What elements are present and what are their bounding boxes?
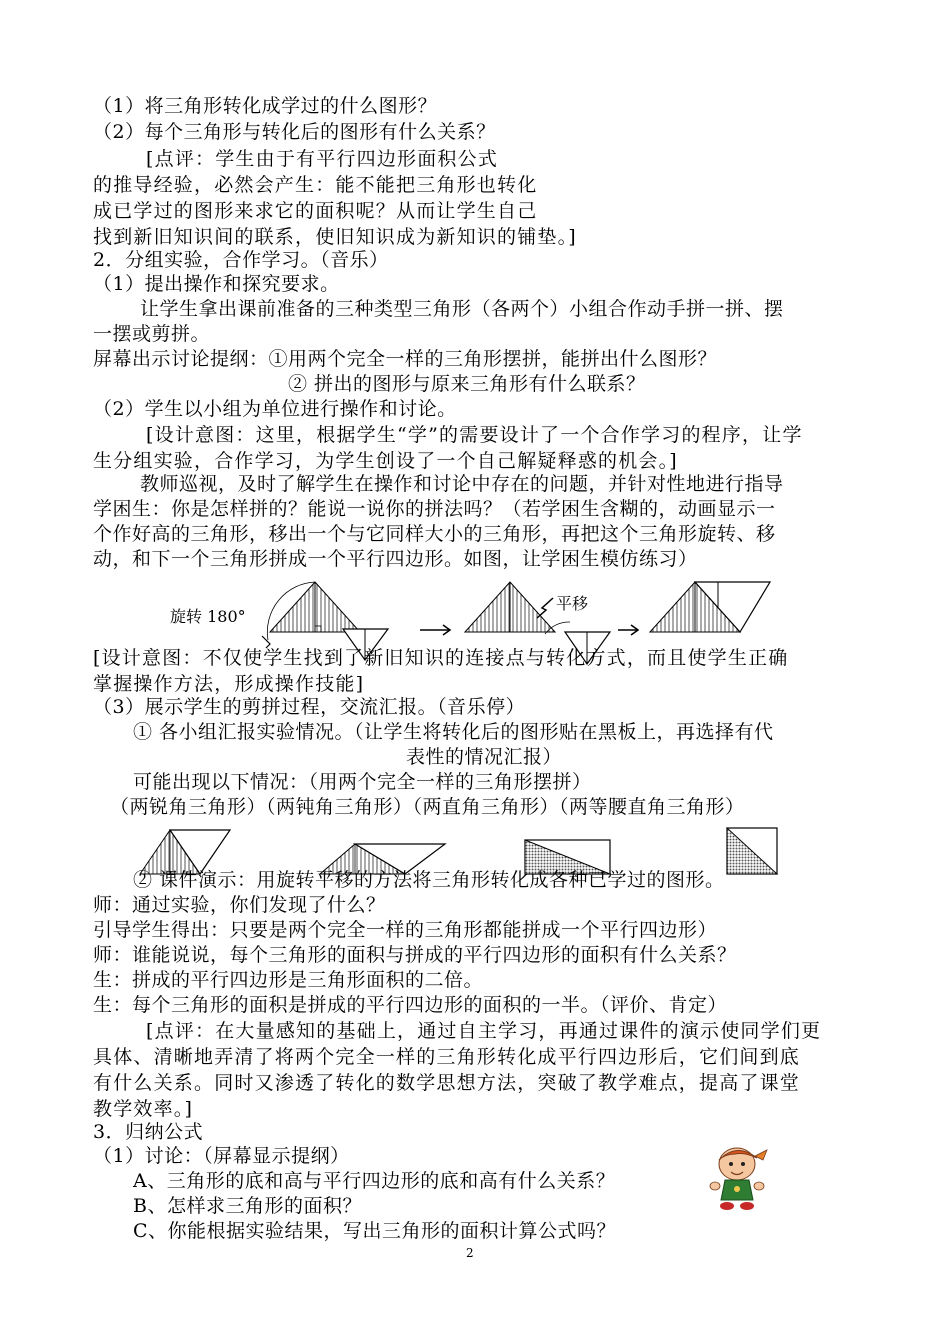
design-intent-line: 掌握操作方法，形成操作技能]: [93, 673, 365, 695]
question-1: （1）将三角形转化成学过的什么图形？: [93, 95, 438, 117]
dialogue-line: 师：通过实验，你们发现了什么？: [93, 894, 386, 916]
comment-line: 具体、清晰地弄清了将两个完全一样的三角形转化成平行四边形后，它们间到底: [93, 1046, 801, 1068]
case-labels: （两锐角三角形）（两钝角三角形）（两直角三角形）（两等腰直角三角形）: [110, 796, 745, 818]
text-line: ② 课件演示：用旋转平移的方法将三角形转化成各种已学过的图形。: [133, 869, 725, 891]
text-line: 屏幕出示讨论提纲：①用两个完全一样的三角形摆拼，能拼出什么图形？: [93, 348, 718, 370]
comment-line: 成已学过的图形来求它的面积呢？从而让学生自己: [93, 200, 538, 222]
question-b: B、怎样求三角形的面积？: [133, 1195, 362, 1217]
question-c: C、你能根据实验结果，写出三角形的面积计算公式吗？: [133, 1220, 617, 1242]
text-line: ② 拼出的图形与原来三角形有什么联系？: [288, 373, 646, 395]
dialogue-line: 生：每个三角形的面积是拼成的平行四边形的面积的一半。（评价、肯定）: [93, 994, 728, 1016]
text-line: （1）讨论：（屏幕显示提纲）: [93, 1145, 350, 1167]
text-line: 一摆或剪拼。: [93, 323, 211, 345]
cartoon-child-icon: [705, 1142, 771, 1212]
design-intent-line: [设计意图：这里，根据学生“学”的需要设计了一个合作学习的程序，让学: [146, 424, 803, 446]
section-heading: 2．分组实验，合作学习。（音乐）: [93, 249, 389, 271]
text-line: 动，和下一个三角形拼成一个平行四边形。如图，让学困生模仿练习）: [93, 548, 698, 570]
page-number: 2: [466, 1246, 474, 1260]
text-line: 个作好高的三角形，移出一个与它同样大小的三角形，再把这个三角形旋转、移: [93, 523, 776, 545]
text-line: 表性的情况汇报）: [406, 746, 563, 768]
text-line: 学困生：你是怎样拼的？能说一说你的拼法吗？（若学困生含糊的，动画显示一: [93, 498, 776, 520]
text-line: （1）提出操作和探究要求。: [93, 273, 340, 295]
comment-line: [点评：在大量感知的基础上，通过自主学习，再通过课件的演示使同学们更: [146, 1020, 822, 1042]
comment-line: 有什么关系。同时又渗透了转化的数学思想方法，突破了教学难点，提高了课堂: [93, 1072, 801, 1094]
text-line: 让学生拿出课前准备的三种类型三角形（各两个）小组合作动手拼一拼、摆: [140, 298, 784, 320]
step3-group: [650, 582, 770, 632]
comment-line: 的推导经验，必然会产生：能不能把三角形也转化: [93, 174, 538, 196]
dialogue-line: 生：拼成的平行四边形是三角形面积的二倍。: [93, 969, 484, 991]
design-intent-line: 生分组实验，合作学习，为学生创设了一个自己解疑释惑的机会。]: [93, 450, 678, 472]
text-line: 可能出现以下情况：（用两个完全一样的三角形摆拼）: [133, 771, 592, 793]
design-intent-line: [设计意图：不仅使学生找到了新旧知识的连接点与转化方式，而且使学生正确: [93, 647, 789, 669]
text-line: （2）学生以小组为单位进行操作和讨论。: [93, 398, 457, 420]
text-line: （3）展示学生的剪拼过程，交流汇报。（音乐停）: [93, 696, 526, 718]
translate-label: 平移: [556, 594, 589, 613]
text-line: ① 各小组汇报实验情况。（让学生将转化后的图形贴在黑板上，再选择有代: [133, 721, 774, 743]
comment-line: 找到新旧知识间的联系，使旧知识成为新知识的铺垫。]: [93, 226, 577, 248]
section-heading: 3．归纳公式: [93, 1121, 204, 1143]
question-2: （2）每个三角形与转化后的图形有什么关系？: [93, 121, 496, 143]
question-a: A、三角形的底和高与平行四边形的底和高有什么关系？: [133, 1170, 616, 1192]
comment-line: 教学效率。]: [93, 1098, 194, 1120]
dialogue-line: 引导学生得出：只要是两个完全一样的三角形都能拼成一个平行四边形）: [93, 919, 718, 941]
isosceles-right-case: [727, 828, 777, 874]
rotate-label: 旋转 180°: [170, 607, 246, 626]
dialogue-line: 师：谁能说说，每个三角形的面积与拼成的平行四边形的面积有什么关系？: [93, 944, 737, 966]
text-line: 教师巡视，及时了解学生在操作和讨论中存在的问题，并针对性地进行指导: [140, 473, 784, 495]
comment-line: [点评：学生由于有平行四边形面积公式: [146, 148, 499, 170]
